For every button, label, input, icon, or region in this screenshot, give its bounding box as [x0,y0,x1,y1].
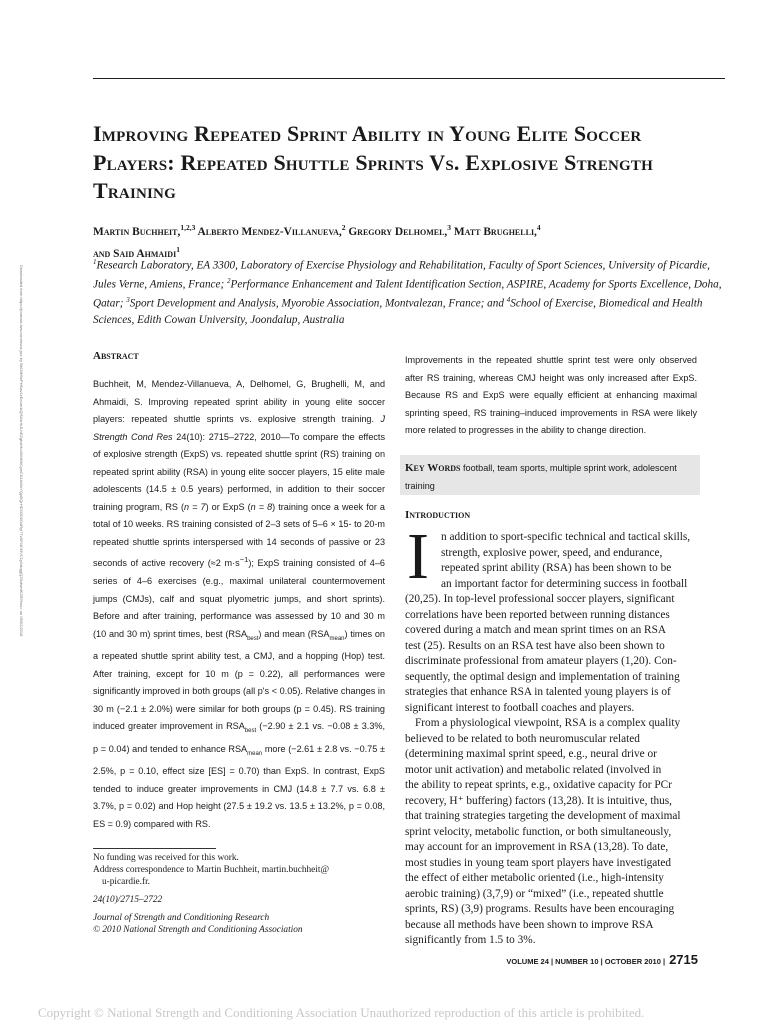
abstract-span: ) times on a repeated shuttle sprint ability test, a CMJ, and a hopping (Hop) test. After training, except for 10 m (p = 0.22), all performances were significantly improved in both groups (all p's < 0.05). Relative changes in 30 m (−2.1 ± 2.0%) were similar for both groups (p = 0.45). RS training induced greater improvement in RSA [93,628,385,732]
text-line: sequently, the optimal design and implementation of training [405,670,680,683]
text-line: significantly from 1.5 to 3%. [405,934,536,946]
text-line: that training strategies targeting the development of maximal [405,810,681,822]
page-number: 2715 [669,952,698,967]
text-line: repeated sprint ability (RSA) has been shown to be [441,562,672,574]
introduction-heading: Introduction [405,509,471,521]
intro-dropcap-lines [441,530,697,592]
text-line: motor unit activation) and metabolic related (involved in [405,763,662,776]
text-line: From a physiological viewpoint, RSA is a complex quality [415,717,681,729]
author-name: Gregory Delhomel, [345,225,448,238]
affil-mark: 2 [227,277,231,286]
author-affil-mark: 3 [447,223,452,232]
text-line: (determining maximal sprint speed, e.g., neural drive or [405,748,657,760]
affil-mark: 1 [93,258,97,266]
affiliation: School of Exercise, Biomedical and Health Sciences, Edith Cowan University, Joondalup, Australia [93,298,703,326]
abstract-span: n = 7 [184,501,206,512]
affiliations [93,255,723,328]
top-rule [93,78,725,79]
journal-name: Journal of Strength and Conditioning Research [93,913,270,923]
introduction-body [405,592,697,949]
text-line: because all methods have been shown to improve RSA [405,918,654,931]
text-line: the ability to repeat sprints, e.g., oxidative capacity for PCr [405,779,672,791]
copyright-note: © 2010 National Strength and Conditioning Association [93,925,303,935]
text-line: correlations have been reported between running distances [405,608,670,621]
funding-note: No funding was received for this work. [93,853,239,863]
abstract-span: mean [329,635,345,642]
issue-info: VOLUME 24 | NUMBER 10 | OCTOBER 2010 | [506,957,666,966]
key-words-label: Key Words [405,462,461,474]
author-affil-mark: 1,2,3 [180,223,196,232]
text-line: most studies in young team sport players have investigated [405,856,672,869]
author-affil-mark: 1 [176,244,180,254]
correspondence-email: u-picardie.fr. [102,877,151,887]
key-words-text: football, team sports, multiple sprint work, adolescent training [405,463,677,491]
author-affil-mark: 2 [341,223,346,232]
drop-cap: I [407,520,429,593]
abstract-text [93,376,385,833]
affiliation: Research Laboratory, EA 3300, Laboratory of Exercise Physiology and Rehabilitation, Faculty of Sport Sciences, University of Picardie, Jules Verne, Amiens, France; [93,259,710,291]
footnotes [93,852,393,936]
text-line: recovery, H⁺ buffering) factors (13,28). It is intuitive, thus, [405,794,672,807]
abstract-span: ) and mean (RSA [258,628,330,639]
text-line: aerobic training) (3,7,9) or “mixed” (i.e., repeated shuttle [405,887,664,900]
text-line: sprints, RS) (3,9) programs. Results have been encouraging [405,903,675,915]
text-line: strategies that enhance RSA in talented young players is of [405,686,671,698]
author-affil-mark: 4 [536,223,541,232]
text-line: sprint velocity, metabolic function, or both simultaneously, [405,825,672,838]
abstract-span: n = 8 [250,501,273,512]
abstract-span: more (−2.61 ± 2.8 vs. −0.75 ± 2.5%, p = 0.10, effect size [ES] = 0.70) than ExpS. In contrast, ExpS tended to induce greater improvements in CMJ (14.8 ± 7.7 vs. 6.8 ± 3.7%, p = 0.02) and Hop height (27.5 ± 19.2 vs. 13.5 ± 13.2%, p = 0.08, ES = 0.9) compared with RS. [93,743,385,829]
author-name: Matt Brughelli, [451,225,537,238]
abstract-right-column [405,352,697,440]
text-line: n addition to sport-specific technical and tactical skills, [441,531,691,543]
abstract-span: (−2.90 ± 2.1 vs. −0.08 ± 3.3%, p = 0.04) and tended to enhance RSA [93,721,385,754]
volume-note: 24(10)/2715–2722 [93,895,163,905]
abstract-left-column [93,376,385,833]
text-line: believed to be related to both neuromuscular related [405,732,640,745]
abstract-span: 24(10): 2715–2722, 2010—To compare the effects of explosive strength (ExpS) vs. repeated shuttle sprint (RS) training on repeated sprint ability (RSA) in young elite soccer players, 15 elite male adolescents (14.5 ± 0.5 years) performed, in addition to their soccer training program, RS ( [93,431,385,512]
affil-mark: 4 [506,296,511,305]
text-line: discriminate professional from amateur players (1,20). Con- [405,655,677,667]
abstract-span: best [244,728,257,735]
footnote-rule [93,848,216,849]
affiliation: Sport Development and Analysis, Myorobie Association, Montvalezan, France; and [129,298,507,311]
text-line: strength, explosive power, speed, and endurance, [441,546,663,559]
author-name: Alberto Mendez-Villanueva, [195,225,342,238]
journal-abbrev: J Strength Cond Res [93,414,385,442]
download-notice-text: Downloaded from https://journals.lww.com/nsca-jscr by BhDMf5ePHKav1zEoum1tQfN4a+kJLhEZgbsIHo4XMi0hCywCX1AWnYQp/IlQrHD3i3D0OdRyi7TvSFl4Cf3VC1y0abggQZXdtwnfKZBYtws= on 05/02/2018 [19,265,24,637]
affiliation: Performance Enhancement and Talent Identification Section, ASPIRE, Academy for Sports Excellence, Doha, Qatar; [93,278,722,311]
abstract-span: ) or ExpS ( [205,501,251,512]
text-line: covered during a match and mean sprint times on an RSA [405,624,667,636]
correspondence-note: Address correspondence to Martin Buchheit, martin.buchheit@ [93,865,330,875]
text-line: significant interest to football coaches and players. [405,701,635,714]
affil-mark: 3 [126,296,130,305]
abstract-continuation: Improvements in the repeated shuttle sprint test were only observed after RS training, whereas CMJ height was only increased after ExpS. Because RS and ExpS were equally efficient at enhancing maximal sprinting speed, RS training–induced improvements in RSA were likely more related to progresses in the ability to change direction. [405,355,697,435]
text-line: the effect of either metabolic oriented (i.e., high-intensity [405,872,664,884]
abstract-span: −1 [239,555,249,565]
abstract-span: mean [247,750,263,757]
abstract-span: Buchheit, M, Mendez-Villanueva, A, Delhomel, G, Brughelli, M, and Ahmaidi, S. Improving repeated sprint ability in young elite soccer players: repeated shuttle sprints vs. explosive strength training. [93,379,385,425]
download-notice [16,265,24,705]
page-footer [496,952,698,967]
author-name: and Said Ahmaidi [93,247,177,260]
key-words [405,460,697,495]
text-line: test (25). Results on an RSA test have also been shown to [405,639,665,652]
text-line: may account for an improvement in RSA (13,28). To date, [405,841,669,853]
abstract-span: ) training once a week for a total of 10 weeks. RS training consisted of 2–3 sets of 5–6 × 15- to 20-m repeated shuttle sprints interspersed with 14 seconds of passive or 23 seconds of active recovery (≈2 m·s [93,501,385,569]
abstract-span: ); ExpS training consisted of 4–6 series of 4–6 exercises (e.g., maximal unilateral countermovement jumps (CMJs), calf and squat plyometric jumps, and short sprints). Before and after training, performance was assessed by 10 and 30 m (10 and 30 m) sprint times, best (RSA [93,558,385,639]
copyright-watermark: Copyright © National Strength and Conditioning Association Unauthorized reproduction of this article is prohibited. [38,1005,645,1020]
article-title: Improving Repeated Sprint Ability in Young Elite Soccer Players: Repeated Shuttle Sprints Vs. Explosive Strength Training [93,121,654,203]
abstract-span: best [247,635,259,642]
text-line: (20,25). In top-level professional soccer players, significant [405,593,675,605]
abstract-heading: Abstract [93,350,139,362]
text-line: an important factor for determining success in football [441,577,688,590]
author-name: Martin Buchheit, [93,225,181,238]
